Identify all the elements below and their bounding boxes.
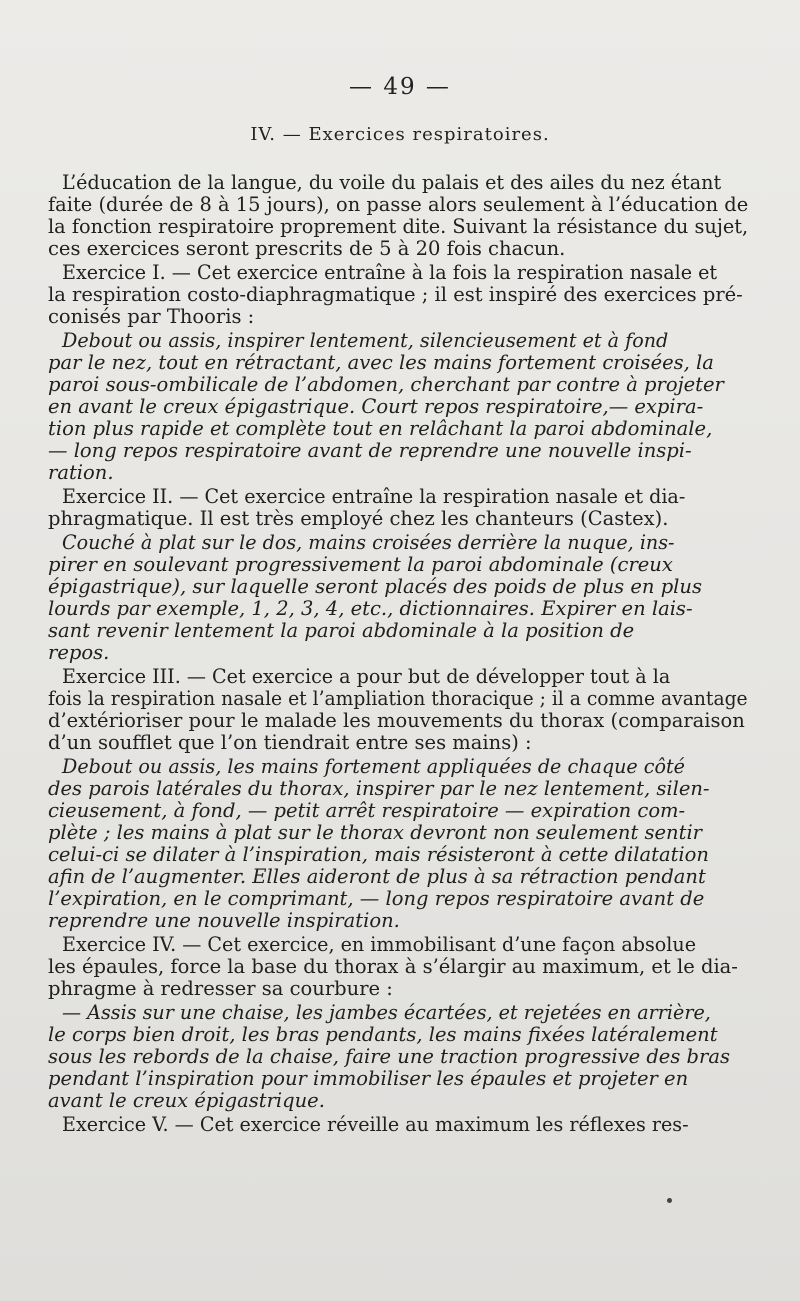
text-line: repos. [48,641,110,664]
text-line: faite (durée de 8 à 15 jours), on passe alors seulement à l’éducation de [48,193,749,216]
text-line: — long repos respiratoire avant de reprendre une nouvelle inspi- [48,439,692,462]
text-line: conisés par Thooris : [48,305,255,328]
text-line: le corps bien droit, les bras pendants, les mains fixées latéralement [48,1023,718,1046]
text-line: cieusement, à fond, — petit arrêt respiratoire — expiration com- [48,799,686,822]
text-line: Exercice IV. — Cet exercice, en immobilisant d’une façon absolue [62,933,697,956]
text-line: Exercice III. — Cet exercice a pour but de développer tout à la [62,665,671,688]
text-line: phragmatique. Il est très employé chez les chanteurs (Castex). [48,507,669,530]
text-line: pirer en soulevant progressivement la paroi abdominale (creux [48,553,673,576]
text-line: avant le creux épigastrique. [48,1089,325,1112]
section-heading: IV. — Exercices respiratoires. [250,124,550,145]
text-line: Exercice I. — Cet exercice entraîne à la fois la respiration nasale et [62,261,718,284]
text-line: — Assis sur une chaise, les jambes écartées, et rejetées en arrière, [62,1001,711,1024]
text-line: fois la respiration nasale et l’ampliation thoracique ; il a comme avantage [48,687,748,710]
text-line: ration. [48,461,114,484]
text-line: Debout ou assis, inspirer lentement, silencieusement et à fond [62,329,669,352]
text-line: Debout ou assis, les mains fortement appliquées de chaque côté [62,755,685,778]
text-line: L’éducation de la langue, du voile du palais et des ailes du nez étant [62,171,722,194]
text-line: ces exercices seront prescrits de 5 à 20 fois chacun. [48,237,566,260]
text-line: pendant l’inspiration pour immobiliser les épaules et projeter en [48,1067,689,1090]
text-line: d’un soufflet que l’on tiendrait entre ses mains) : [48,731,532,754]
text-line: afin de l’augmenter. Elles aideront de plus à sa rétraction pendant [48,865,706,888]
text-line: tion plus rapide et complète tout en relâchant la paroi abdominale, [48,417,713,440]
text-line: Exercice II. — Cet exercice entraîne la respiration nasale et dia- [62,485,686,508]
text-line: d’extérioriser pour le malade les mouvements du thorax (comparaison [48,709,745,732]
text-line: Couché à plat sur le dos, mains croisées derrière la nuque, ins- [62,531,675,554]
text-line: lourds par exemple, 1, 2, 3, 4, etc., dictionnaires. Expirer en lais- [48,597,693,620]
text-line: en avant le creux épigastrique. Court repos respiratoire,— expira- [48,395,704,418]
text-line: la fonction respiratoire proprement dite. Suivant la résistance du sujet, [48,215,749,238]
text-line: plète ; les mains à plat sur le thorax devront non seulement sentir [48,821,703,844]
text-line: épigastrique), sur laquelle seront placés des poids de plus en plus [48,575,702,598]
text-line: l’expiration, en le comprimant, — long repos respiratoire avant de [48,887,705,910]
page-number: — 49 — [349,74,451,100]
text-line: les épaules, force la base du thorax à s’élargir au maximum, et le dia- [48,955,738,978]
text-line: phragme à redresser sa courbure : [48,977,393,1000]
text-line: sant revenir lentement la paroi abdominale à la position de [48,619,635,642]
text-line: reprendre une nouvelle inspiration. [48,909,400,932]
text-line: sous les rebords de la chaise, faire une traction progressive des bras [48,1045,730,1068]
text-line: des parois latérales du thorax, inspirer par le nez lentement, silen- [48,777,710,800]
ink-dot [667,1198,672,1203]
text-line: Exercice V. — Cet exercice réveille au maximum les réflexes res- [62,1113,689,1136]
text-line: paroi sous-ombilicale de l’abdomen, cherchant par contre à projeter [48,373,724,396]
text-line: celui-ci se dilater à l’inspiration, mais résisteront à cette dilatation [48,843,709,866]
text-line: par le nez, tout en rétractant, avec les mains fortement croisées, la [48,351,714,374]
text-line: la respiration costo-diaphragmatique ; il est inspiré des exercices pré- [48,283,743,306]
